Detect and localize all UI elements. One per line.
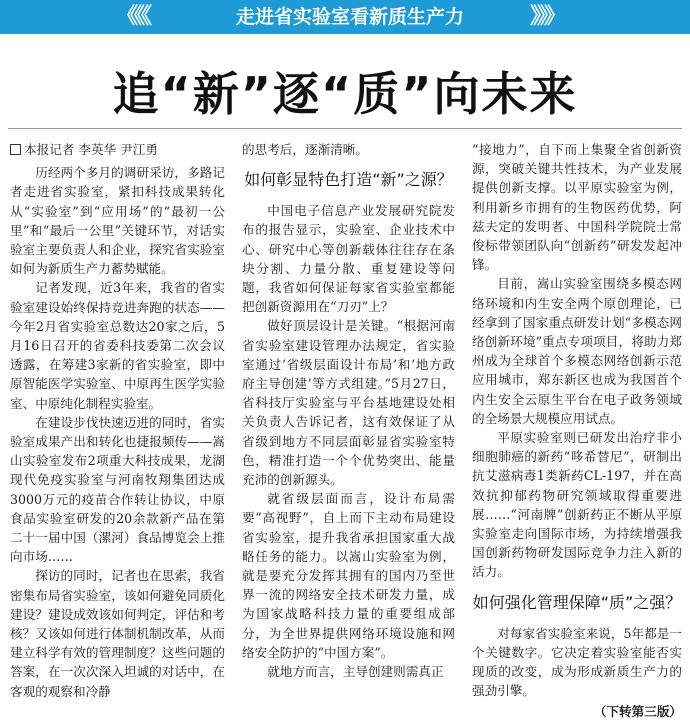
banner-chevrons-right-icon: 》》》 (530, 4, 563, 29)
article-column-1 (10, 140, 225, 699)
paragraph: 做好顶层设计是关键。“根据河南省实验室建设管理办法规定，省实验室通过‘省级层面设计布局’和‘地方政府主导创建’等方式组建。”5月27日，省科技厅实验室与平台基地建设处相关负责人告诉记者，这有效保证了从省级到地方不同层面彰显省实验室特色，精准打造一个个优势突出、能量充沛的创新源头。 (242, 318, 455, 488)
paragraph: 记者发现，近3年来，我省的省实验室建设始终保持竞进奔跑的状态——今年2月省实验室总数达20家之后，5月16日召开的省委科技委第二次会议透露，在筹建3家新的省实验室，即中原智能医学实验室、中原再生医学实验室、中原纯化制程实验室。 (10, 280, 225, 411)
subheading-2: 如何强化管理保障“质”之强？ (472, 592, 682, 612)
paragraph: 在建设步伐快速迈进的同时，省实验室成果产出和转化也捷报频传——嵩山实验室发布2项重大科技成果，龙湖现代免疫实验室与河南牧翔集团达成3000万元的疫苗合作转让协议，中原食品实验室研发的20余款新产品在第二十一届中国（漯河）食品博览会上推向市场…… (10, 414, 225, 565)
paragraph: 探访的同时，记者也在思索，我省密集布局省实验室，该如何避免同质化建设？建设成效该如何判定，评估和考核？又该如何进行体制机制改革，从而建立科学有效的管理制度？这些问题的答案，在一次次深入坦诚的对话中，在客观的观察和冷静 (10, 568, 225, 699)
article-headline: 追“新”逐“质”向未来 (112, 67, 578, 121)
paragraph: 目前，嵩山实验室围绕多模态网络环境和内生安全两个原创理论，已经拿到了国家重点研发计划“多模态网络创新环境”重点专项项目，将助力郑州成为全球首个多模态网络创新示范应用城市，郑东新区也成为我国首个内生安全云原生平台在电子政务领域的全场景大规模应用试点。 (472, 276, 682, 426)
banner-chevrons-left-icon: 《《《 (116, 4, 149, 29)
byline-text: 本报记者 李英华 尹江勇 (24, 142, 158, 157)
paragraph: 平原实验室则已研发出治疗非小细胞肺癌的新药“哆希替尼”，研制出抗艾滋病毒1类新药CL-197，并在高效抗抑郁药物研究领域取得重要进展……“河南牌”创新药正不断从平原实验室走向国际市场，为持续增强我国创新药物研发国际竞争力注入新的活力。 (472, 430, 682, 580)
paragraph: 就省级层面而言，设计布局需要“高视野”，自上而下主动布局建设省实验室，提升我省承担国家重大战略任务的能力。以嵩山实验室为例，就是要充分发挥其拥有的国内乃至世界一流的网络安全技术研发力量，成为国家战略科技力量的重要组成部分，为全世界提供网络环境设施和网络安全防护的“中国方案”。 (242, 491, 455, 660)
paragraph: 对每家省实验室来说，5年都是一个关键数字。它决定着实验室能否实现质的改变，成为形成新质生产力的强劲引擎。 (472, 625, 682, 699)
banner-title: 走进省实验室看新质生产力 (235, 6, 464, 28)
article-column-2 (242, 140, 455, 680)
section-banner (0, 0, 690, 34)
square-bullet-icon (10, 144, 21, 155)
continued-note: （下转第三版） (593, 704, 682, 720)
byline (10, 140, 225, 159)
paragraph: 历经两个多月的调研采访，多路记者走进省实验室，紧扣科技成果转化从“实验室”到“应用场”的“最初一公里”和“最后一公里”关键环节，对话实验室主要负责人和企业，探究省实验室如何为新质生产力蓄势赋能。 (10, 165, 225, 277)
paragraph-continued: “接地力”，自下而上集聚全省创新资源，突破关键共性技术，为产业发展提供创新支撑。以平原实验室为例，利用新乡市拥有的生物医药优势，阿兹夫定的发明者、中国科学院院士常俊标带领团队向“创新药”研发发起冲锋。 (472, 142, 682, 273)
paragraph: 就地方而言，主导创建则需真正 (267, 664, 444, 680)
headline-divider (8, 128, 682, 129)
article-column-3 (472, 140, 682, 720)
paragraph-continued: 的思考后，逐渐清晰。 (242, 142, 368, 157)
paragraph: 中国电子信息产业发展研究院发布的报告显示，实验室、企业技术中心、研究中心等创新载体往往存在条块分割、力量分散、重复建设等问题，我省如何保证每家省实验室都能把创新资源用在“刀刃”上？ (242, 203, 455, 315)
subheading-1: 如何彰显特色打造“新”之源？ (244, 170, 453, 190)
